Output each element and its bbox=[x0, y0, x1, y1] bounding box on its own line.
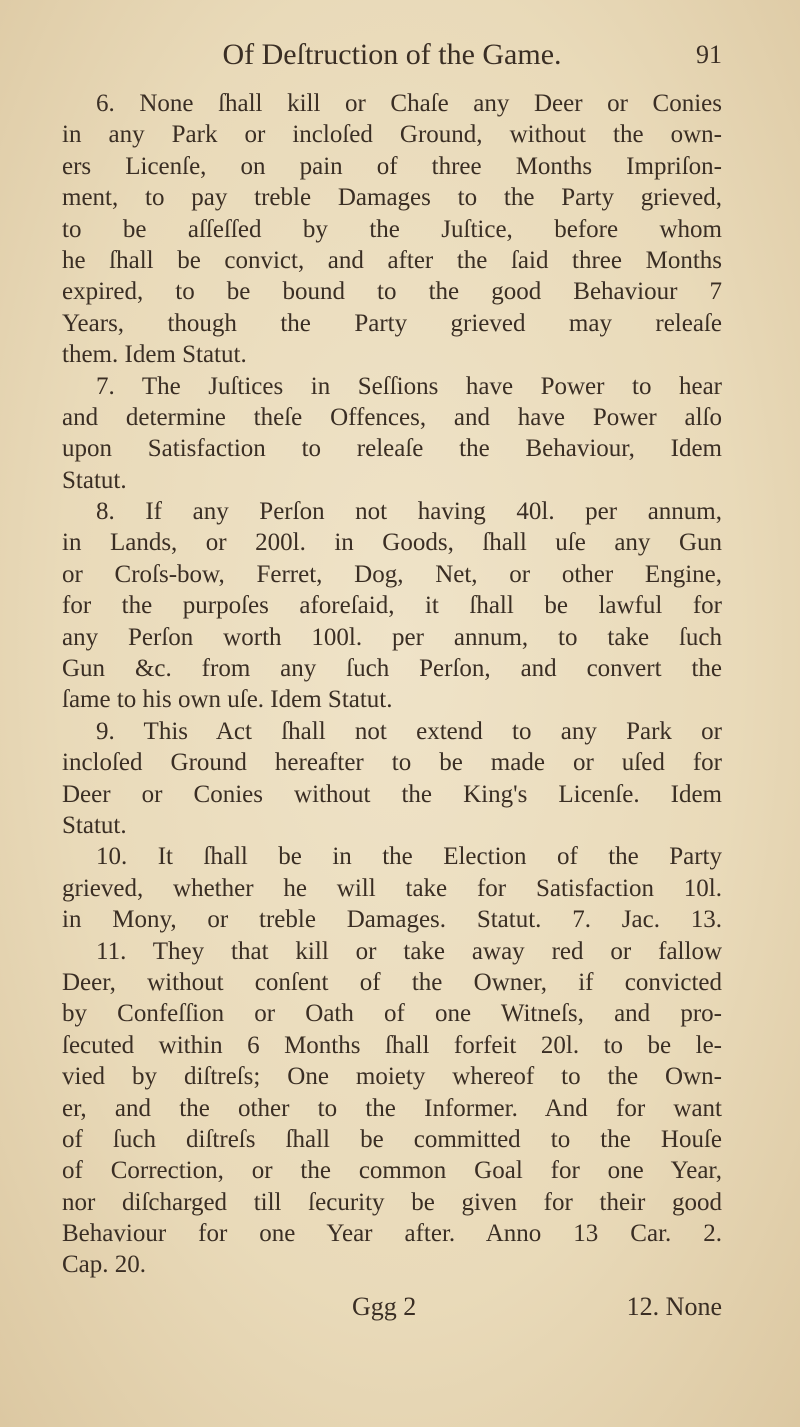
page-number: 91 bbox=[696, 40, 722, 69]
text-line: expired, to be bound to the good Behaviour 7 bbox=[62, 278, 722, 306]
text-line: Gun &c. from any ſuch Perſon, and convert the bbox=[62, 655, 722, 683]
text-line: grieved, whether he will take for Satisfaction 10l. bbox=[62, 874, 722, 902]
text-line: er, and the other to the Informer. And for want bbox=[62, 1094, 722, 1122]
text-line: 8. If any Perſon not having 40l. per annum, bbox=[96, 498, 722, 526]
text-line: upon Satisfaction to releaſe the Behaviour, Idem bbox=[62, 435, 722, 463]
text-line: 10. It ſhall be in the Election of the Party bbox=[96, 843, 722, 871]
text-line: by Confeſſion or Oath of one Witneſs, and pro- bbox=[62, 1000, 722, 1028]
text-line: Statut. bbox=[62, 811, 127, 839]
text-line: incloſed Ground hereafter to be made or uſed for bbox=[62, 749, 722, 777]
text-line: Behaviour for one Year after. Anno 13 Car. 2. bbox=[62, 1220, 722, 1248]
text-line: ment, to pay treble Damages to the Party grieved, bbox=[62, 184, 722, 212]
text-line: in any Park or incloſed Ground, without the own- bbox=[62, 121, 722, 149]
text-line: and determine theſe Offences, and have Power alſo bbox=[62, 403, 722, 431]
page-title: Of Deſtruction of the Game. bbox=[222, 38, 562, 71]
text-line: Years, though the Party grieved may releaſe bbox=[62, 309, 722, 337]
text-line: Deer, without conſent of the Owner, if convicted bbox=[62, 968, 722, 996]
text-line: vied by diſtreſs; One moiety whereof to the Own- bbox=[62, 1063, 722, 1091]
body-text bbox=[62, 88, 722, 1281]
text-line: of ſuch diſtreſs ſhall be committed to the Houſe bbox=[62, 1125, 722, 1153]
text-line: Statut. bbox=[62, 466, 127, 494]
text-line: ſame to his own uſe. Idem Statut. bbox=[62, 686, 393, 714]
text-line: or Croſs-bow, Ferret, Dog, Net, or other Engine, bbox=[62, 560, 722, 588]
text-line: nor diſcharged till ſecurity be given for their good bbox=[62, 1188, 722, 1216]
text-line: 7. The Juſtices in Seſſions have Power to hear bbox=[96, 372, 722, 400]
page-footer bbox=[62, 1292, 722, 1326]
text-line: of Correction, or the common Goal for one Year, bbox=[62, 1157, 722, 1185]
text-line: ſecuted within 6 Months ſhall forfeit 20l. to be le- bbox=[62, 1031, 722, 1059]
text-line: 6. None ſhall kill or Chaſe any Deer or Conies bbox=[96, 90, 722, 117]
text-line: to be aſſeſſed by the Juſtice, before whom bbox=[62, 215, 722, 243]
catchword: 12. None bbox=[626, 1292, 722, 1321]
text-line: in Mony, or treble Damages. Statut. 7. Jac. 13. bbox=[62, 906, 722, 934]
text-line: any Perſon worth 100l. per annum, to take ſuch bbox=[62, 623, 722, 651]
text-line: in Lands, or 200l. in Goods, ſhall uſe any Gun bbox=[62, 529, 722, 557]
text-line: Deer or Conies without the King's Licenſe. Idem bbox=[62, 780, 722, 808]
signature-mark: Ggg 2 bbox=[352, 1292, 417, 1321]
text-line: Cap. 20. bbox=[62, 1251, 147, 1279]
text-line: them. Idem Statut. bbox=[62, 341, 247, 369]
running-header bbox=[62, 38, 722, 74]
text-line: he ſhall be convict, and after the ſaid three Months bbox=[62, 246, 722, 274]
text-line: 11. They that kill or take away red or fallow bbox=[96, 937, 722, 965]
text-line: 9. This Act ſhall not extend to any Park or bbox=[96, 717, 722, 745]
text-line: ers Licenſe, on pain of three Months Impriſon- bbox=[62, 152, 722, 180]
text-line: for the purpoſes aforeſaid, it ſhall be lawful for bbox=[62, 592, 722, 620]
